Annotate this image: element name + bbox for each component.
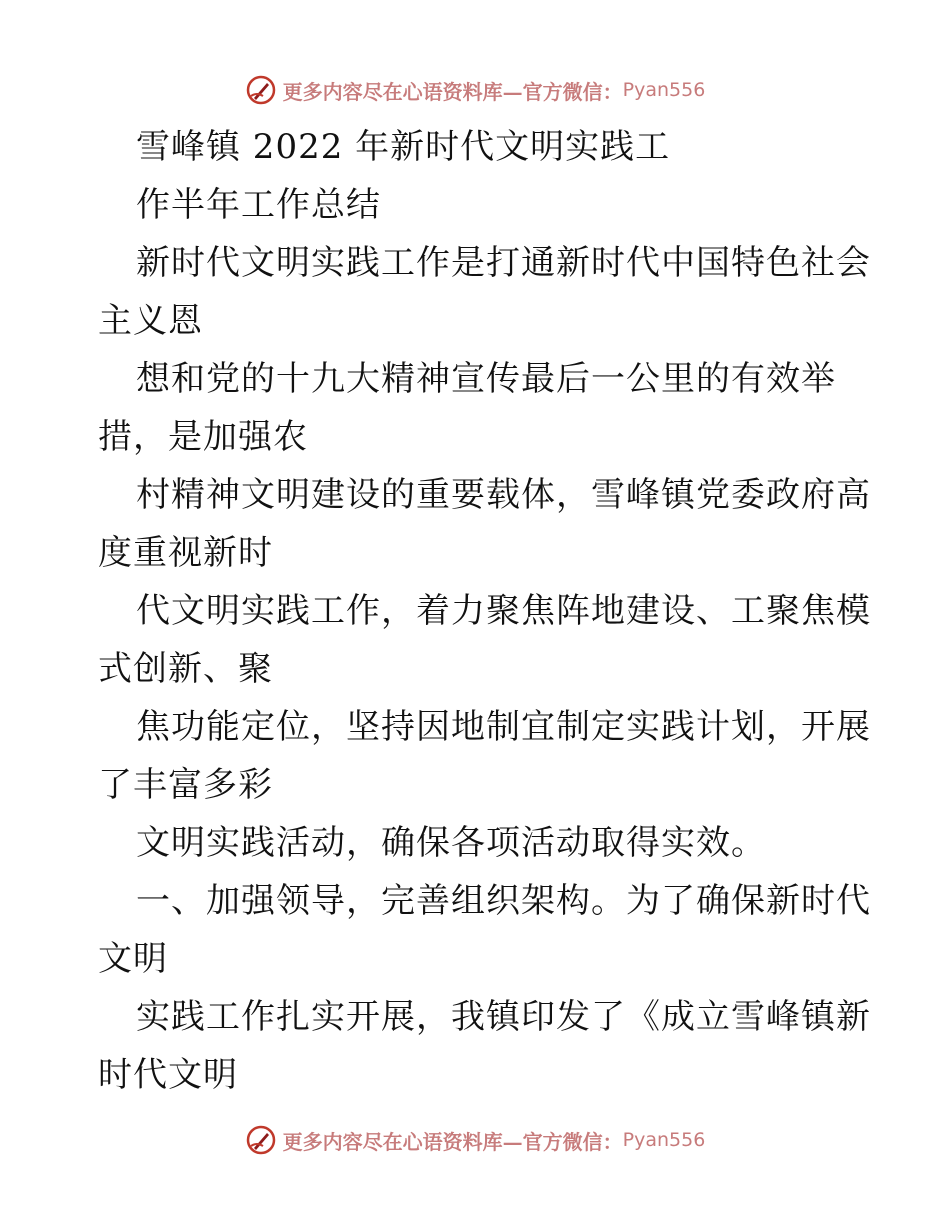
- watermark-contact: Pyan556: [622, 1129, 706, 1151]
- document-line: 村精神文明建设的重要载体，雪峰镇党委政府高: [136, 475, 871, 515]
- quill-pen-logo-icon: [245, 74, 277, 106]
- watermark-text: 更多内容尽在心语资料库—官方微信：: [282, 1129, 623, 1154]
- document-line: 文明实践活动，确保各项活动取得实效。: [136, 823, 766, 863]
- document-line: 式创新、聚: [98, 649, 273, 689]
- document-line: 主义恩: [98, 301, 203, 341]
- document-line: 焦功能定位，坚持因地制宜制定实践计划，开展: [136, 707, 871, 747]
- footer-watermark-banner: [0, 1120, 950, 1160]
- document-line: 作半年工作总结: [136, 185, 381, 225]
- document-line: 文明: [98, 939, 168, 979]
- quill-pen-logo-icon: [245, 1124, 277, 1156]
- document-body: [98, 118, 871, 1104]
- header-watermark-banner: [0, 70, 950, 110]
- document-line: 度重视新时: [98, 533, 273, 573]
- document-line: 雪峰镇 2022 年新时代文明实践工: [136, 127, 671, 167]
- document-line: 实践工作扎实开展，我镇印发了《成立雪峰镇新: [136, 997, 871, 1037]
- watermark-text: 更多内容尽在心语资料库—官方微信：: [282, 79, 623, 104]
- document-line: 新时代文明实践工作是打通新时代中国特色社会: [136, 243, 871, 283]
- document-line: 时代文明: [98, 1055, 238, 1095]
- document-line: 措，是加强农: [98, 417, 308, 457]
- document-line: 代文明实践工作，着力聚焦阵地建设、工聚焦模: [136, 591, 871, 631]
- document-line: 了丰富多彩: [98, 765, 273, 805]
- document-line: 一、加强领导，完善组织架构。为了确保新时代: [136, 881, 871, 921]
- document-line: 想和党的十九大精神宣传最后一公里的有效举: [136, 359, 836, 399]
- watermark-contact: Pyan556: [622, 79, 706, 101]
